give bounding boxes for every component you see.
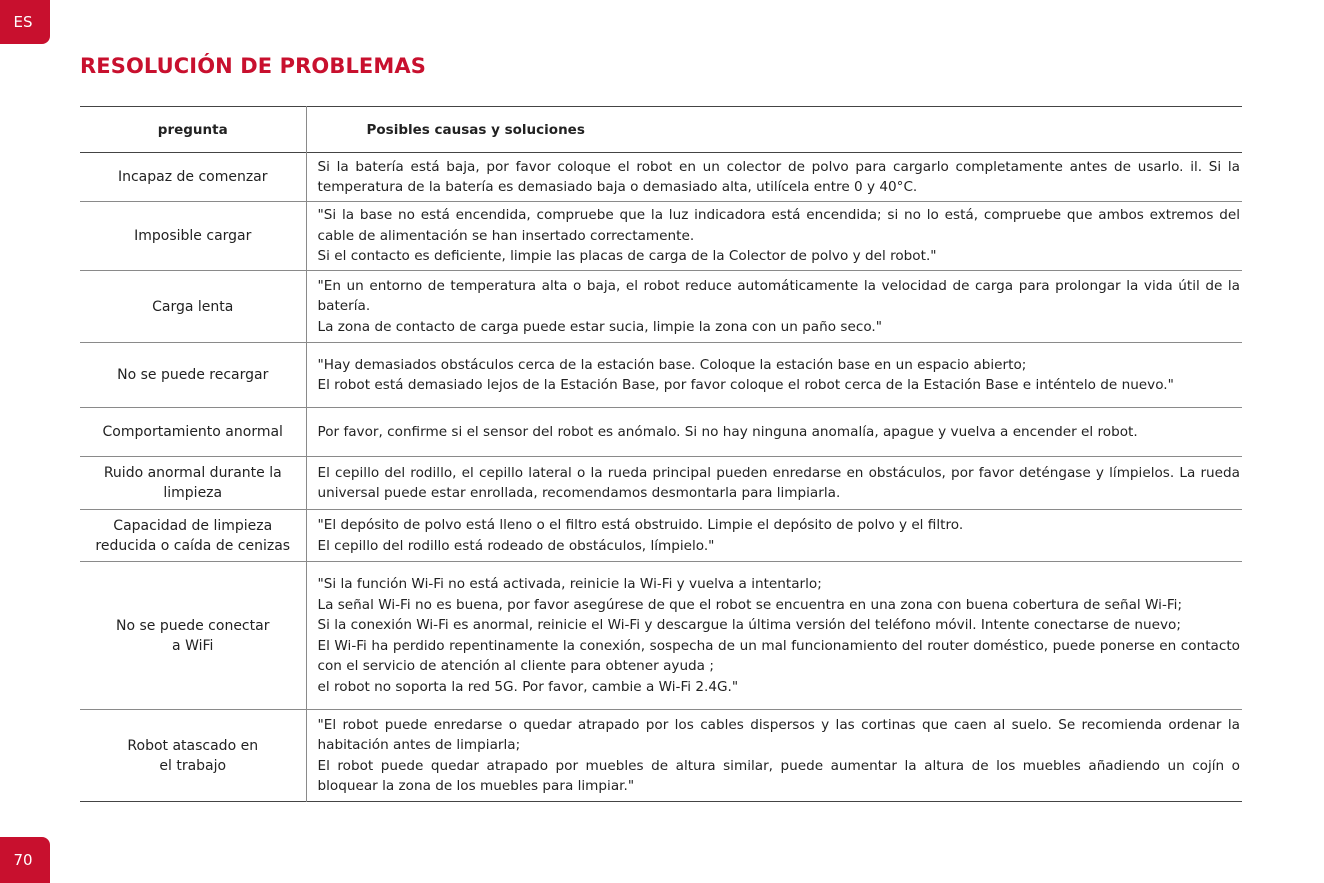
question-cell: Incapaz de comenzar (80, 153, 306, 202)
question-cell: Ruido anormal durante la limpieza (80, 457, 306, 510)
column-header-question: pregunta (80, 107, 306, 153)
table-row (80, 457, 1242, 510)
question-cell: Comportamiento anormal (80, 408, 306, 457)
table-row (80, 510, 1242, 562)
table-row (80, 562, 1242, 710)
question-cell: No se puede conectar a WiFi (80, 562, 306, 710)
question-cell: Carga lenta (80, 271, 306, 343)
table-row (80, 271, 1242, 343)
solution-cell: Por favor, confirme si el sensor del robot es anómalo. Si no hay ninguna anomalía, apague y vuelva a encender el robot. (317, 423, 1138, 440)
solution-cell: "En un entorno de temperatura alta o baja, el robot reduce automáticamente la velocidad de carga para prolongar la vida útil de la batería. La zona de contacto de carga puede estar sucia, limpie la zona con un paño seco." (317, 277, 1240, 335)
solution-cell: El cepillo del rodillo, el cepillo lateral o la rueda principal pueden enredarse en obstáculos, por favor deténgase y límpielos. La rueda universal puede estar enrollada, recomendamos desmontarla para limpiarla. (317, 464, 1240, 501)
solution-cell: "Hay demasiados obstáculos cerca de la estación base. Coloque la estación base en un espacio abierto; El robot está demasiado lejos de la Estación Base, por favor coloque el robot cerca de la Estación Base e inténtelo de nuevo." (317, 356, 1174, 393)
column-header-solutions: Posibles causas y soluciones (366, 121, 585, 138)
table-row (80, 710, 1242, 802)
question-cell: No se puede recargar (80, 343, 306, 408)
table-row (80, 343, 1242, 408)
solution-cell: "El robot puede enredarse o quedar atrapado por los cables dispersos y las cortinas que caen al suelo. Se recomienda ordenar la habitación antes de limpiarla; El robot puede quedar atrapado por muebles de altura similar, puede aumentar la altura de los muebles añadiendo un cojín o bloquear la zona de los muebles para limpiar." (317, 716, 1240, 794)
solution-cell: "Si la base no está encendida, compruebe que la luz indicadora está encendida; si no lo está, compruebe que ambos extremos del cable de alimentación se han insertado correctamente. Si el contacto es deficiente, limpie las placas de carga de la Colector de polvo y del robot." (317, 207, 1240, 265)
question-cell: Imposible cargar (80, 202, 306, 271)
language-tab: ES (0, 0, 50, 44)
page-number: 70 (0, 837, 50, 883)
solution-cell: "Si la función Wi-Fi no está activada, reinicie la Wi-Fi y vuelva a intentarlo; La señal Wi-Fi no es buena, por favor asegúrese de que el robot se encuentra en una zona con buena cobertura de señal Wi-Fi; Si la conexión Wi-Fi es anormal, reinicie el Wi-Fi y descargue la última versión del teléfono móvil. Intente conectarse de nuevo; El Wi-Fi ha perdido repentinamente la conexión, sospecha de un mal funcionamiento del router doméstico, puede ponerse en contacto con el servicio de atención al cliente para obtener ayuda ; el robot no soporta la red 5G. Por favor, cambie a Wi-Fi 2.4G." (317, 576, 1240, 695)
question-cell: Capacidad de limpieza reducida o caída de cenizas (80, 510, 306, 562)
page-title: RESOLUCIÓN DE PROBLEMAS (80, 54, 426, 78)
table-header-row (80, 107, 1242, 153)
table-row (80, 408, 1242, 457)
table-row (80, 153, 1242, 202)
question-cell: Robot atascado en el trabajo (80, 710, 306, 802)
table-row (80, 202, 1242, 271)
solution-cell: Si la batería está baja, por favor coloque el robot en un colector de polvo para cargarlo completamente antes de usarlo. il. Si la temperatura de la batería es demasiado baja o demasiado alta, utilícela entre 0 y 40°C. (317, 158, 1240, 195)
troubleshooting-table (80, 106, 1242, 802)
solution-cell: "El depósito de polvo está lleno o el filtro está obstruido. Limpie el depósito de polvo y el filtro. El cepillo del rodillo está rodeado de obstáculos, límpielo." (317, 517, 964, 554)
